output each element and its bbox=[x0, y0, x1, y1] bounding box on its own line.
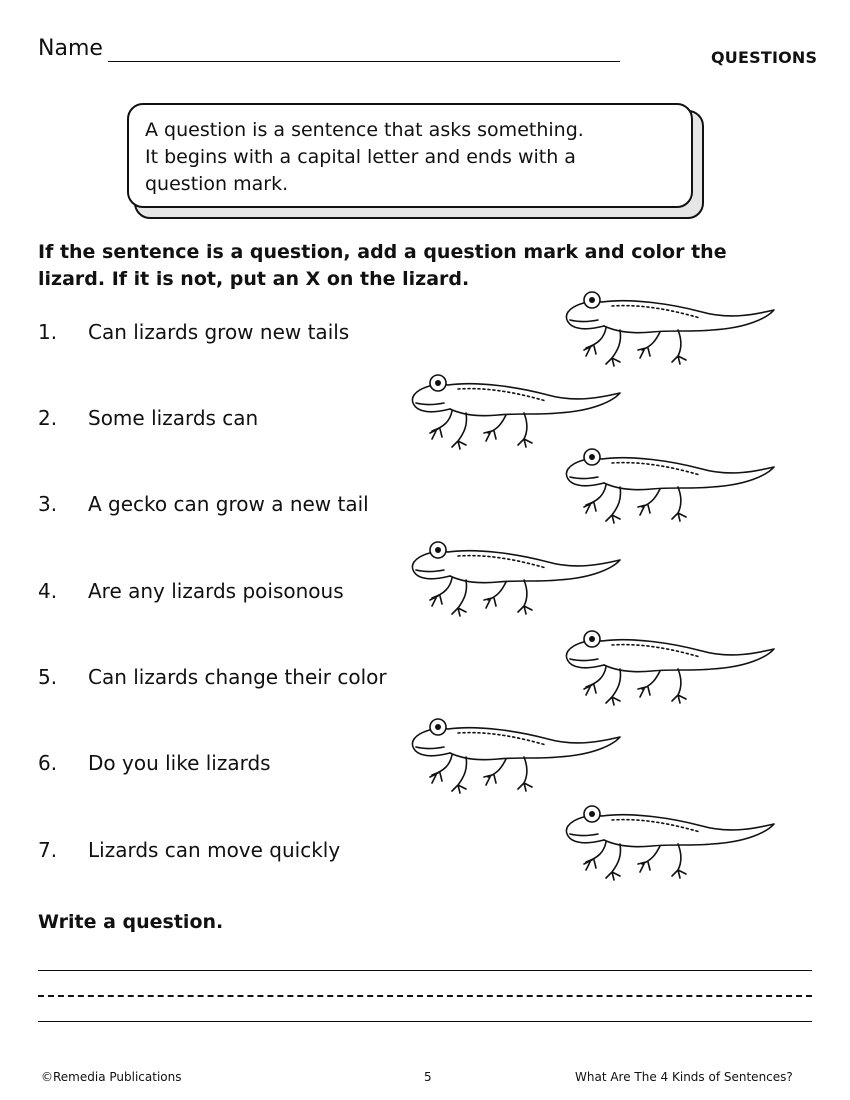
definition-line-1: A question is a sentence that asks something. bbox=[145, 119, 584, 141]
instructions-line-1: If the sentence is a question, add a question mark and color the bbox=[38, 241, 727, 263]
writing-line-top[interactable] bbox=[38, 970, 812, 971]
instructions bbox=[38, 239, 828, 293]
item-number-4: 4. bbox=[38, 579, 58, 603]
definition-line-3: question mark. bbox=[145, 173, 289, 195]
item-number-2: 2. bbox=[38, 406, 58, 430]
lizard-icon-7[interactable] bbox=[562, 804, 782, 884]
item-number-7: 7. bbox=[38, 838, 58, 862]
instructions-line-2: lizard. If it is not, put an X on the lizard. bbox=[38, 268, 470, 290]
item-text-2: Some lizards can bbox=[88, 406, 259, 430]
item-text-7: Lizards can move quickly bbox=[88, 838, 341, 862]
item-text-3: A gecko can grow a new tail bbox=[88, 492, 369, 516]
footer-page-number: 5 bbox=[424, 1070, 432, 1084]
item-text-4: Are any lizards poisonous bbox=[88, 579, 344, 603]
item-text-6: Do you like lizards bbox=[88, 751, 271, 775]
lizard-icon-5[interactable] bbox=[562, 629, 782, 709]
writing-line-bottom[interactable] bbox=[38, 1021, 812, 1022]
definition-box bbox=[127, 103, 693, 208]
definition-line-2: It begins with a capital letter and ends with a bbox=[145, 146, 576, 168]
footer-publisher: ©Remedia Publications bbox=[41, 1070, 182, 1084]
lizard-icon-4[interactable] bbox=[408, 540, 628, 620]
write-question-title: Write a question. bbox=[38, 911, 224, 933]
writing-line-midline bbox=[38, 995, 812, 997]
lizard-icon-1[interactable] bbox=[562, 290, 782, 370]
name-line[interactable] bbox=[108, 61, 620, 62]
item-number-5: 5. bbox=[38, 665, 58, 689]
item-number-1: 1. bbox=[38, 320, 58, 344]
lizard-icon-6[interactable] bbox=[408, 717, 628, 797]
lizard-icon-2[interactable] bbox=[408, 373, 628, 453]
name-label: Name bbox=[38, 36, 103, 61]
item-text-5: Can lizards change their color bbox=[88, 665, 387, 689]
lizard-icon-3[interactable] bbox=[562, 447, 782, 527]
footer-book-title: What Are The 4 Kinds of Sentences? bbox=[575, 1070, 793, 1084]
section-title: QUESTIONS bbox=[711, 48, 818, 67]
item-text-1: Can lizards grow new tails bbox=[88, 320, 350, 344]
item-number-3: 3. bbox=[38, 492, 58, 516]
item-number-6: 6. bbox=[38, 751, 58, 775]
